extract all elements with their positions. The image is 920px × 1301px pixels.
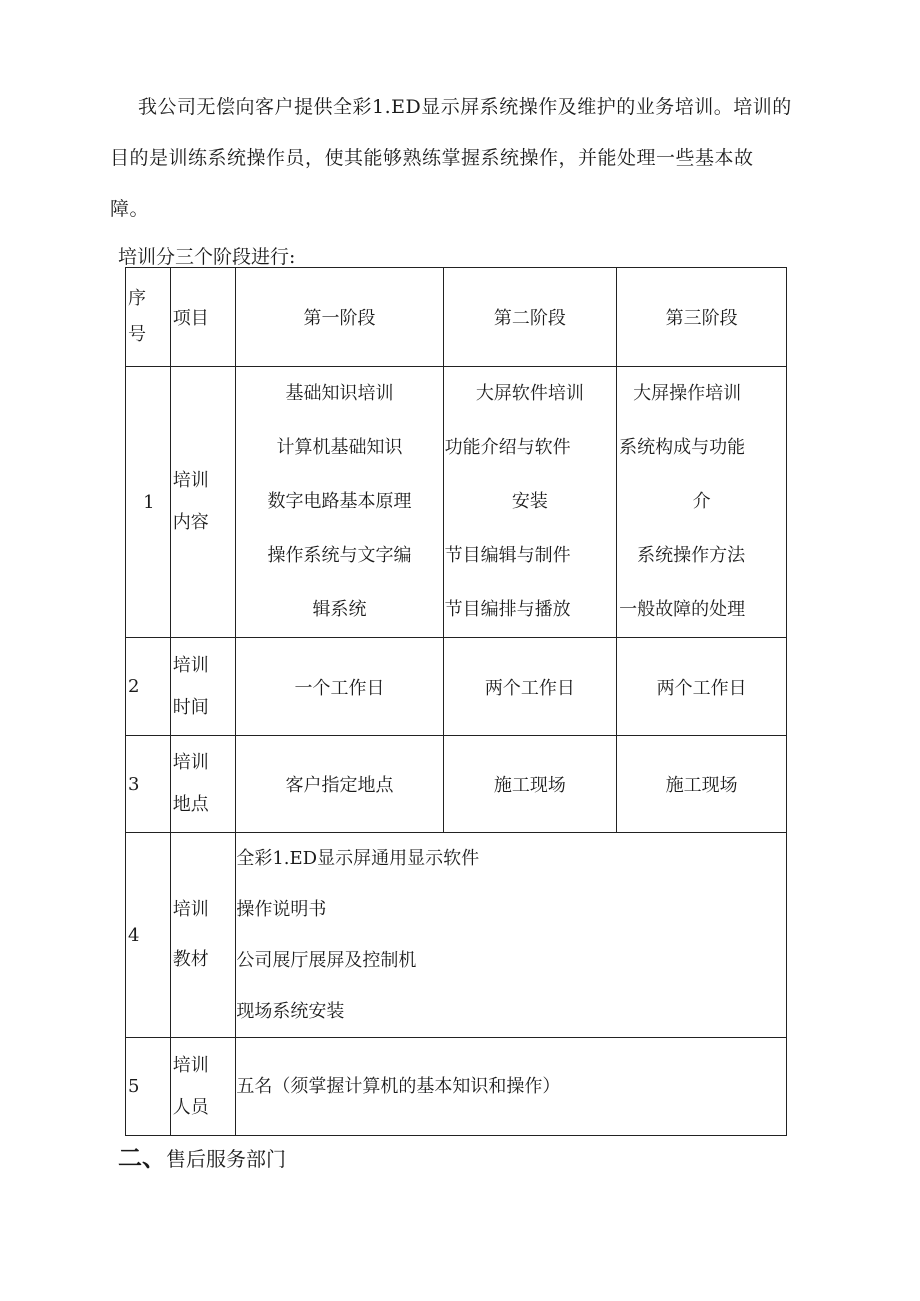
intro-paragraph [110,82,810,235]
row4-no: 4 [126,833,171,1038]
row2-item: 培训 时间 [170,638,236,736]
row1-stage3: 大屏操作培训 系统构成与功能 介 系统操作方法 一般故障的处理 [617,367,787,638]
table-intro: 培训分三个阶段进行: [118,246,296,268]
table-row-location [126,736,787,833]
row1-item: 培训 内容 [170,367,236,638]
header-item: 项目 [170,268,236,367]
row1-stage2: 大屏软件培训 功能介绍与软件 安装 节目编辑与制件 节目编排与播放 [443,367,617,638]
table-header-row [126,268,787,367]
section-number: 二、 [118,1143,166,1172]
row5-value: 五名（须掌握计算机的基本知识和操作） [236,1038,787,1136]
header-stage1: 第一阶段 [236,268,443,367]
row5-no: 5 [126,1038,171,1136]
row3-stage3: 施工现场 [617,736,787,833]
row5-item: 培训 人员 [170,1038,236,1136]
row3-stage1: 客户指定地点 [236,736,443,833]
row3-item: 培训 地点 [170,736,236,833]
row3-no: 3 [126,736,171,833]
row2-stage2: 两个工作日 [443,638,617,736]
row1-stage1: 基础知识培训 计算机基础知识 数字电路基本原理 操作系统与文字编 辑系统 [236,367,443,638]
row2-stage3: 两个工作日 [617,638,787,736]
paragraph-line-2: 目的是训练系统操作员，使其能够熟练掌握系统操作，并能处理一些基本故 [110,147,754,169]
row4-item: 培训 教材 [170,833,236,1038]
row2-no: 2 [126,638,171,736]
table-row-time [126,638,787,736]
row3-stage2: 施工现场 [443,736,617,833]
header-stage2: 第二阶段 [443,268,617,367]
training-table [125,267,787,1136]
row4-materials: 全彩1.ED显示屏通用显示软件 操作说明书 公司展厅展屏及控制机 现场系统安装 [236,833,787,1038]
header-stage3: 第三阶段 [617,268,787,367]
table-row-content [126,367,787,638]
header-no: 序 号 [126,268,171,367]
paragraph-line-3: 障。 [110,198,150,220]
row2-stage1: 一个工作日 [236,638,443,736]
table-row-personnel [126,1038,787,1136]
section-title: 售后服务部门 [166,1147,286,1171]
section-heading [118,1138,286,1173]
paragraph-line-1: 我公司无偿向客户提供全彩1.ED显示屏系统操作及维护的业务培训。培训的 [138,96,792,118]
row1-no: 1 [126,367,171,638]
table-row-materials [126,833,787,1038]
